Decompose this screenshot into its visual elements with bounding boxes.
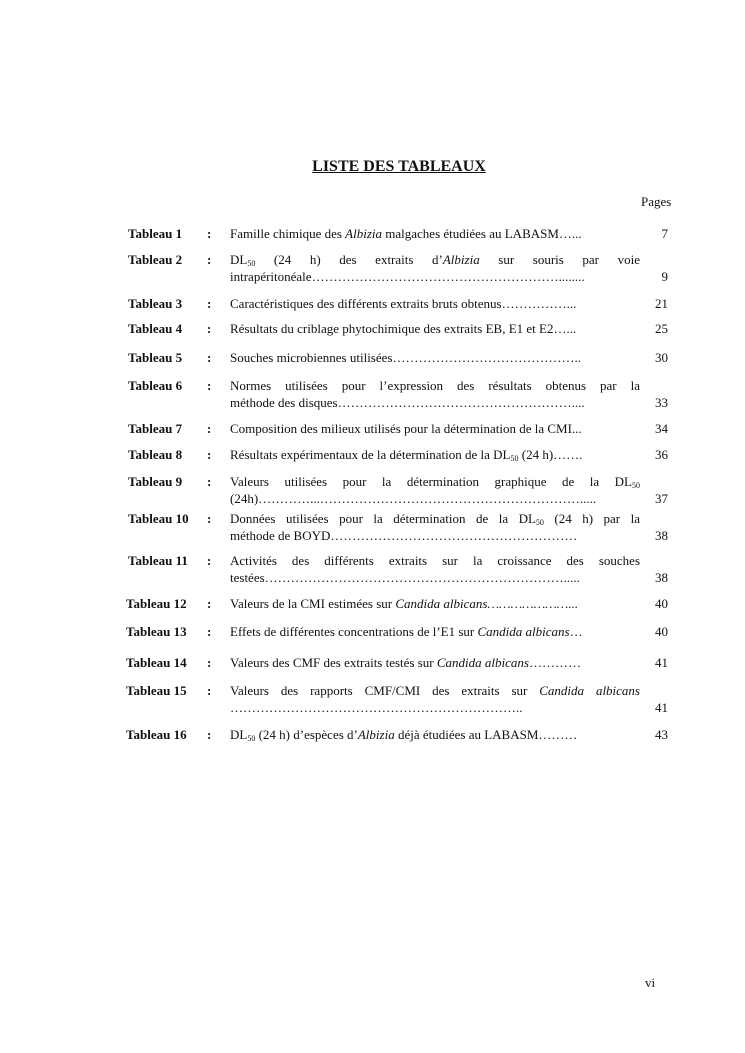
entry-colon: : (207, 727, 212, 742)
page-number: vi (645, 975, 656, 990)
entry-colon: : (207, 421, 212, 436)
entry-page: 21 (655, 296, 668, 311)
entry-text: Souches microbiennes utilisées…………………………………….. (230, 350, 581, 365)
entry-text: Résultats du criblage phytochimique des extraits EB, E1 et E2…... (230, 321, 577, 336)
entry-text: Normes utilisées pour l’expression des résultats obtenus par la méthode des disques……………………………………………….... (230, 378, 640, 410)
entry-text: $DL_{50}$ (24 h) des extraits d’Albizia sur souris par voie intrapéritonéale…………………………………………………........ (230, 252, 640, 284)
entry-label: Tableau 7 (128, 421, 183, 436)
entry-text: Valeurs des CMF des extraits testés sur Candida albicans………… (230, 655, 581, 670)
entry-colon: : (207, 447, 212, 462)
entry-text: Résultats expérimentaux de la détermination de la $DL_{50}$ (24 h)……. (230, 447, 583, 463)
entry-page: 38 (655, 528, 668, 543)
entry-colon: : (207, 296, 212, 311)
entry-colon: : (207, 655, 212, 670)
entry-text: Valeurs des rapports CMF/CMI des extraits sur Candida albicans ………………………………………………………….. (230, 683, 640, 715)
entry-colon: : (207, 350, 212, 365)
entry-label: Tableau 3 (128, 296, 183, 311)
entry-colon: : (207, 226, 212, 241)
entry-label: Tableau 13 (126, 624, 187, 639)
entry-page: 38 (655, 570, 668, 585)
entry-page: 40 (655, 596, 668, 611)
entry-label: Tableau 12 (126, 596, 187, 611)
entry-label: Tableau 1 (128, 226, 183, 241)
entry-page: 36 (655, 447, 668, 462)
entry-page: 25 (655, 321, 668, 336)
entry-colon: : (207, 378, 212, 393)
entry-colon: : (207, 511, 212, 526)
entry-label: Tableau 10 (128, 511, 189, 526)
entry-text: Caractéristiques des différents extraits bruts obtenus……………... (230, 296, 577, 311)
entry-page: 41 (655, 700, 668, 715)
entry-colon: : (207, 474, 212, 489)
entry-colon: : (207, 321, 212, 336)
entry-label: Tableau 9 (128, 474, 183, 489)
entry-text: Valeurs utilisées pour la détermination graphique de la $DL_{50}$ (24h)…………...……………………………………………………..... (230, 474, 640, 506)
entry-label: Tableau 11 (128, 553, 188, 568)
entry-text: $DL_{50}$ (24 h) d’espèces d’Albizia déjà étudiées au LABASM……… (230, 727, 578, 743)
entry-label: Tableau 8 (128, 447, 183, 462)
entry-label: Tableau 16 (126, 727, 187, 742)
entry-text: Données utilisées pour la détermination de la $DL_{50}$ (24 h) par la méthode de BOYD………………………………………………… (230, 511, 640, 543)
entry-page: 9 (661, 269, 668, 284)
entry-label: Tableau 5 (128, 350, 183, 365)
entry-page: 43 (655, 727, 668, 742)
entry-page: 41 (655, 655, 668, 670)
entry-text: Famille chimique des Albizia malgaches étudiées au LABASM…... (230, 226, 582, 241)
entry-page: 34 (655, 421, 668, 436)
entry-page: 7 (661, 226, 668, 241)
entry-colon: : (207, 624, 212, 639)
entry-page: 33 (655, 395, 668, 410)
entry-page: 37 (655, 491, 668, 506)
entry-label: Tableau 15 (126, 683, 187, 698)
entry-colon: : (207, 553, 212, 568)
entry-label: Tableau 14 (126, 655, 187, 670)
entry-colon: : (207, 252, 212, 267)
entry-colon: : (207, 683, 212, 698)
entry-page: 40 (655, 624, 668, 639)
entry-label: Tableau 6 (128, 378, 183, 393)
entry-label: Tableau 2 (128, 252, 183, 267)
page-title: LISTE DES TABLEAUX (312, 158, 486, 175)
entry-page: 30 (655, 350, 668, 365)
entry-label: Tableau 4 (128, 321, 183, 336)
entry-text: Activités des différents extraits sur la croissance des souches testées……………………………………………………………..... (230, 553, 640, 585)
entry-text: Valeurs de la CMI estimées sur Candida albicans…………………... (230, 596, 579, 611)
entry-text: Effets de différentes concentrations de l’E1 sur Candida albicans… (230, 624, 583, 639)
entry-colon: : (207, 596, 212, 611)
entry-text: Composition des milieux utilisés pour la détermination de la CMI... (230, 421, 582, 436)
pages-column-header: Pages (641, 194, 672, 209)
